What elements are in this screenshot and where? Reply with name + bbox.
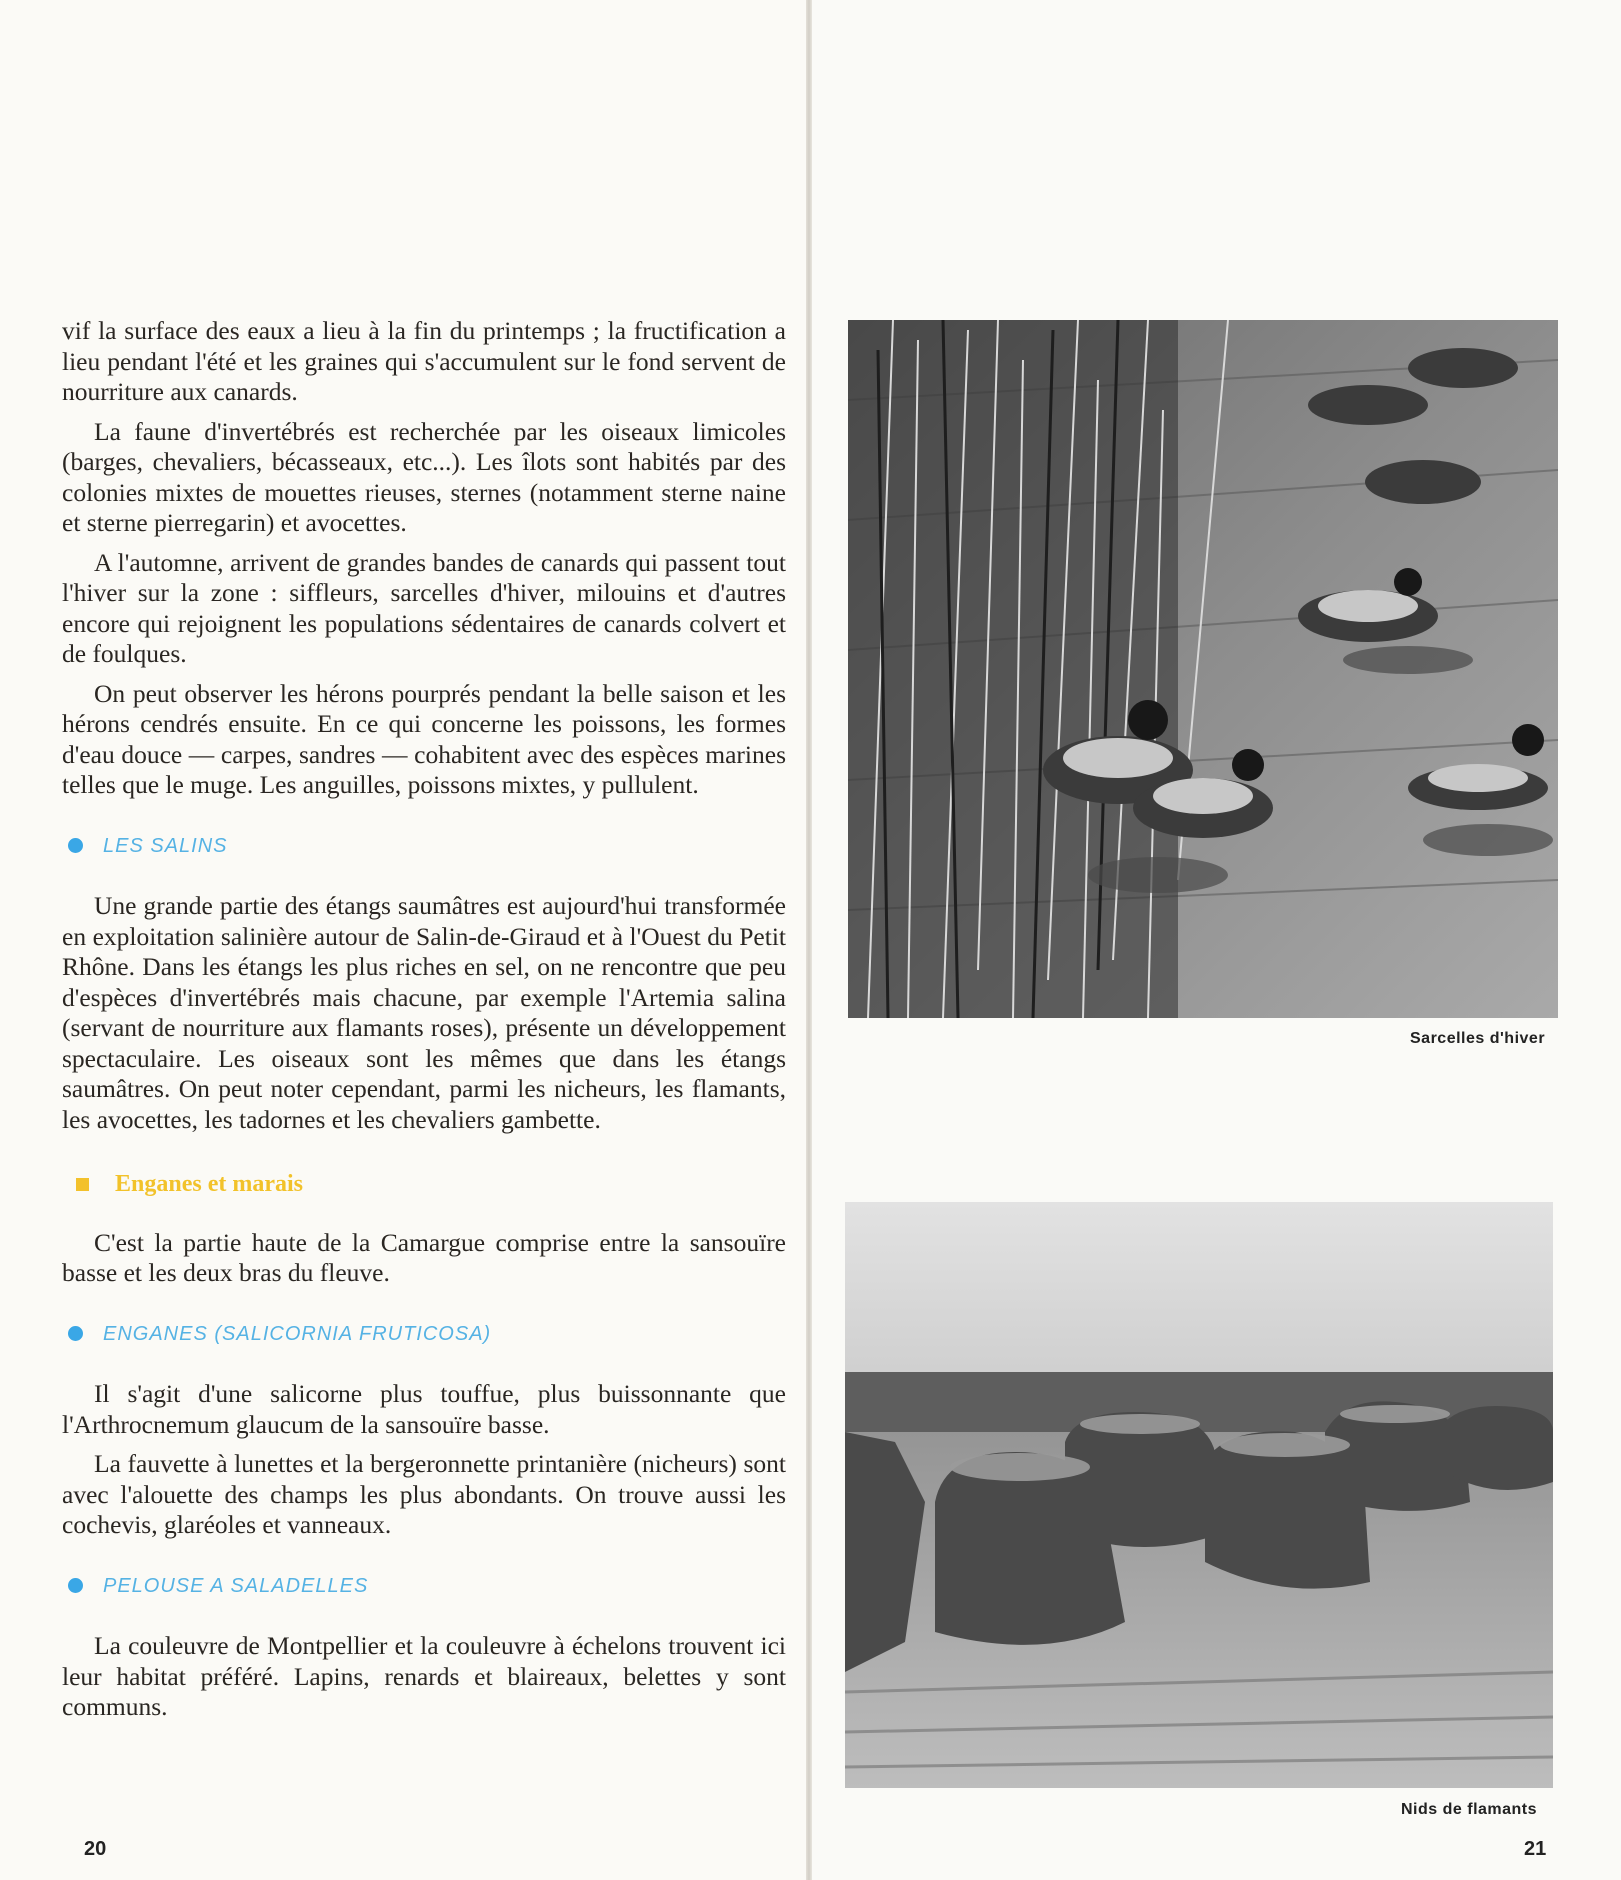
subheading-enganes — [68, 1319, 786, 1350]
paragraph-section: C'est la partie haute de la Camargue comprise entre la sansouïre basse et les deux bras du fleuve. — [62, 1227, 786, 1287]
page-number-right: 21 — [1524, 1838, 1547, 1860]
yellow-square-bullet-icon — [76, 1178, 89, 1191]
paragraph-3: A l'automne, arrivent de grandes bandes de canards qui passent tout l'hiver sur la zone : siffleurs, sarcelles d'hiver, milouins et d'autres encore qui rejoignent les populations sédentaires de canards colvert et de foulques. — [62, 547, 786, 668]
blue-bullet-icon — [68, 1326, 83, 1341]
subheading-enganes-text: ENGANES (SALICORNIA FRUTICOSA) — [103, 1322, 492, 1345]
photo-flamingo-nests-image — [845, 1202, 1553, 1788]
section-title-enganes-marais — [76, 1169, 786, 1200]
left-page — [0, 0, 806, 1880]
subheading-salins-text: LES SALINS — [103, 834, 228, 857]
subheading-salins — [68, 831, 786, 862]
caption-bottom: Nids de flamants — [1401, 1801, 1538, 1818]
paragraph-enganes-1: Il s'agit d'une salicorne plus touffue, plus buissonnante que l'Arthrocnemum glaucum de la sansouïre basse. — [62, 1379, 786, 1439]
page-number-left: 20 — [84, 1838, 107, 1860]
photo-flamingo-nests — [845, 1202, 1553, 1788]
caption-top: Sarcelles d'hiver — [1410, 1030, 1546, 1047]
paragraph-salins: Une grande partie des étangs saumâtres est aujourd'hui transformée en exploitation salinière autour de Salin-de-Giraud et à l'Ouest du Petit Rhône. Dans les étangs les plus riches en sel, on ne rencontre que peu d'espèces d'invertébrés mais chacune, par exemple l'Artemia salina (servant de nourriture aux flamants roses), présente un développement spectaculaire. Les oiseaux sont les mêmes que dans les étangs saumâtres. On peut noter cependant, parmi les nicheurs, les flamants, les avocettes, les tadornes et les chevaliers gambette. — [62, 891, 786, 1134]
subheading-pelouse — [68, 1571, 786, 1602]
left-text-column — [62, 316, 786, 1732]
photo-teal-ducks-image — [848, 320, 1558, 1018]
blue-bullet-icon — [68, 838, 83, 853]
paragraph-1: vif la surface des eaux a lieu à la fin du printemps ; la fructification a lieu pendant l'été et les graines qui s'accumulent sur le fond servent de nourriture aux canards. — [62, 316, 786, 406]
paragraph-4: On peut observer les hérons pourprés pendant la belle saison et les hérons cendrés ensuite. En ce qui concerne les poissons, les formes d'eau douce — carpes, sandres — cohabitent avec des espèces marines telles que le muge. Les anguilles, poissons mixtes, y pullulent. — [62, 678, 786, 799]
paragraph-pelouse: La couleuvre de Montpellier et la couleuvre à échelons trouvent ici leur habitat préféré. Lapins, renards et blaireaux, belettes y sont communs. — [62, 1631, 786, 1721]
section-title-text: Enganes et marais — [115, 1171, 303, 1197]
subheading-pelouse-text: PELOUSE A SALADELLES — [103, 1574, 369, 1597]
blue-bullet-icon — [68, 1578, 83, 1593]
paragraph-2: La faune d'invertébrés est recherchée par les oiseaux limicoles (barges, chevaliers, bécasseaux, etc...). Les îlots sont habités par des colonies mixtes de mouettes rieuses, sternes (notamment sterne naine et sterne pierregarin) et avocettes. — [62, 416, 786, 537]
photo-teal-ducks — [848, 320, 1558, 1018]
paragraph-enganes-2: La fauvette à lunettes et la bergeronnette printanière (nicheurs) sont avec l'alouette des champs les plus abondants. On trouve aussi les cochevis, glaréoles et vanneaux. — [62, 1449, 786, 1539]
right-page — [812, 0, 1621, 1880]
